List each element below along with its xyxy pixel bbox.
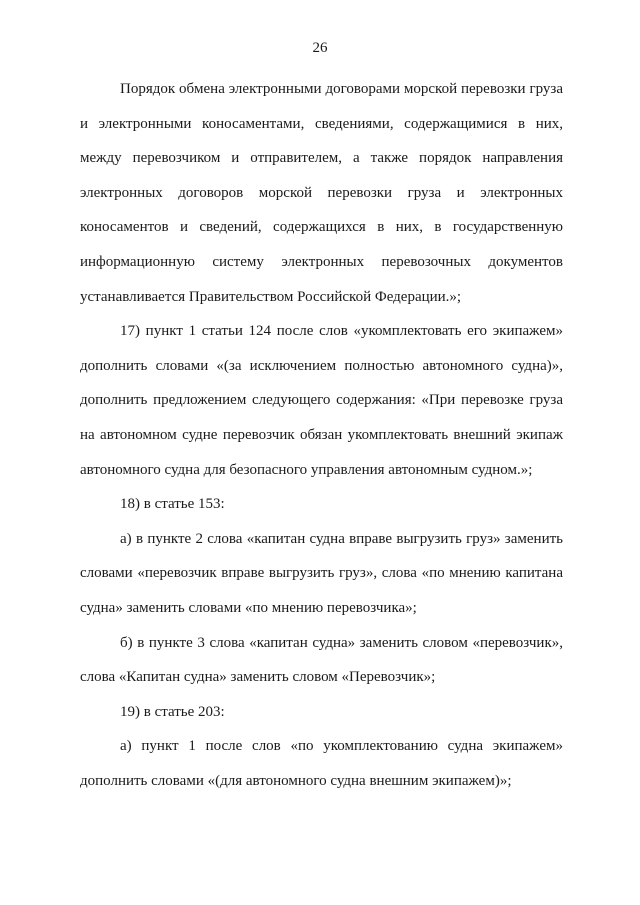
- text-line: между перевозчиком и отправителем, а также порядок направления: [80, 150, 563, 167]
- paragraph-item-18b: [80, 626, 563, 695]
- text-line: электронных договоров морской перевозки груза и электронных: [80, 184, 563, 201]
- page-number: 26: [312, 40, 328, 56]
- paragraph-item-18a: [80, 522, 563, 626]
- text-line: и электронными коносаментами, сведениями, содержащимися в них,: [80, 115, 563, 132]
- text-line: а) в пункте 2 слова «капитан судна вправе выгрузить груз» заменить: [120, 530, 563, 547]
- text-line: 17) пункт 1 статьи 124 после слов «укомплектовать его экипажем»: [120, 323, 563, 340]
- text-line: информационную систему электронных перевозочных документов: [80, 253, 563, 270]
- text-line: б) в пункте 3 слова «капитан судна» заменить словом «перевозчик»,: [120, 634, 563, 651]
- paragraph-item-19: [80, 695, 563, 730]
- text-line: на автономном судне перевозчик обязан укомплектовать внешний экипаж: [80, 426, 563, 443]
- text-line: 19) в статье 203:: [120, 703, 225, 720]
- text-line: словами «перевозчик вправе выгрузить груз», слова «по мнению капитана: [80, 565, 563, 582]
- text-line: автономного судна для безопасного управления автономным судном.»;: [80, 461, 533, 478]
- paragraph-item-19a: [80, 729, 563, 798]
- text-line: 18) в статье 153:: [120, 496, 225, 513]
- text-line: дополнить словами «(за исключением полностью автономного судна)»,: [80, 357, 563, 374]
- document-body: [80, 72, 563, 798]
- text-line: дополнить предложением следующего содержания: «При перевозке груза: [80, 392, 563, 409]
- paragraph-item-17: [80, 314, 563, 487]
- paragraph-exchange-procedure: [80, 72, 563, 314]
- text-line: коносаментов и сведений, содержащихся в них, в государственную: [80, 219, 563, 236]
- text-line: Порядок обмена электронными договорами морской перевозки груза: [120, 81, 563, 97]
- paragraph-item-18: [80, 487, 563, 522]
- text-line: дополнить словами «(для автономного судна внешним экипажем)»;: [80, 772, 512, 789]
- text-line: судна» заменить словами «по мнению перевозчика»;: [80, 599, 417, 616]
- text-line: а) пункт 1 после слов «по укомплектованию судна экипажем»: [120, 738, 563, 755]
- text-line: устанавливается Правительством Российской Федерации.»;: [80, 288, 462, 305]
- text-line: слова «Капитан судна» заменить словом «Перевозчик»;: [80, 669, 436, 686]
